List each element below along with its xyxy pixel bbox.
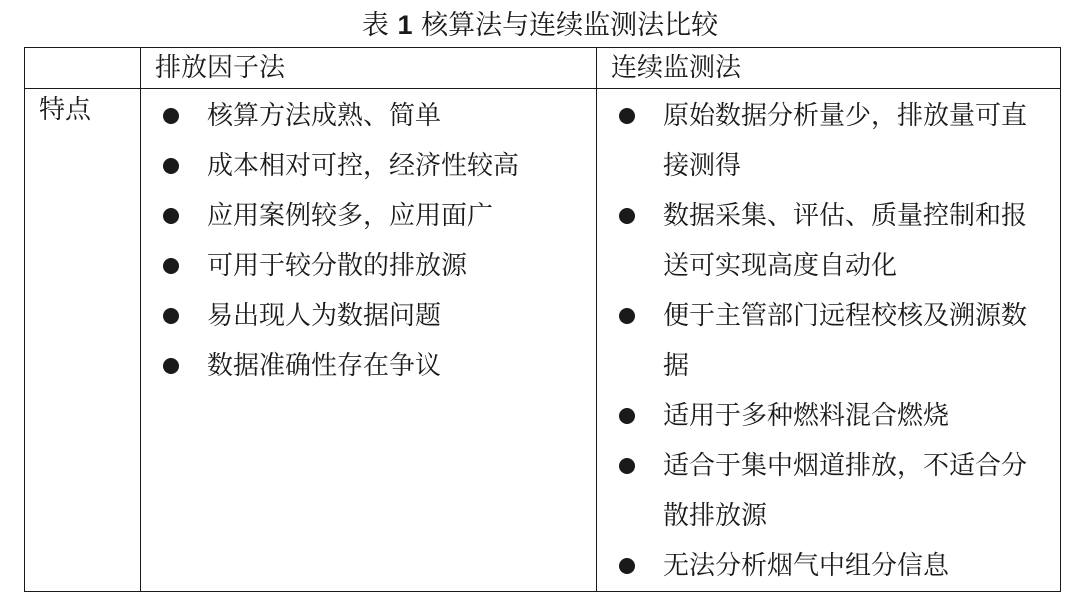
list-item: 无法分析烟气中组分信息 [597,541,1060,591]
header-continuous-monitoring-label: 连续监测法 [611,53,742,83]
bullet-dot-icon [163,258,179,274]
bullet-dot-icon [163,158,179,174]
list-item: 核算方法成熟、简单 [141,91,596,141]
features-row [25,89,1061,592]
header-emission-factor-label: 排放因子法 [155,53,286,83]
caption-number: 1 [397,10,413,40]
list-item: 原始数据分析量少，排放量可直接测得 [597,91,1060,191]
bullet-dot-icon [163,358,179,374]
header-row [25,48,1061,89]
emission-factor-cell [141,89,597,592]
list-item: 应用案例较多，应用面广 [141,191,596,241]
continuous-monitoring-cell [597,89,1061,592]
list-item: 成本相对可控，经济性较高 [141,141,596,191]
bullet-dot-icon [163,308,179,324]
row-label: 特点 [39,95,92,125]
list-item: 数据准确性存在争议 [141,341,596,391]
header-cell-corner [25,48,141,89]
list-item: 适合于集中烟道排放，不适合分散排放源 [597,441,1060,541]
row-label-cell [25,89,141,592]
bullet-dot-icon [619,308,635,324]
bullet-dot-icon [619,458,635,474]
list-item: 数据采集、评估、质量控制和报送可实现高度自动化 [597,191,1060,291]
table-caption [0,8,1080,43]
list-item: 便于主管部门远程校核及溯源数据 [597,291,1060,391]
caption-text: 核算法与连续监测法比较 [421,10,719,41]
emission-factor-list [141,89,596,391]
bullet-dot-icon [163,108,179,124]
continuous-monitoring-list [597,89,1060,591]
list-item: 易出现人为数据问题 [141,291,596,341]
bullet-dot-icon [619,108,635,124]
bullet-dot-icon [619,208,635,224]
list-item: 可用于较分散的排放源 [141,241,596,291]
header-cell-continuous-monitoring [597,48,1061,89]
header-cell-emission-factor [141,48,597,89]
comparison-table [24,47,1061,592]
bullet-dot-icon [619,408,635,424]
caption-prefix: 表 [361,10,389,41]
bullet-dot-icon [619,558,635,574]
list-item: 适用于多种燃料混合燃烧 [597,391,1060,441]
bullet-dot-icon [163,208,179,224]
